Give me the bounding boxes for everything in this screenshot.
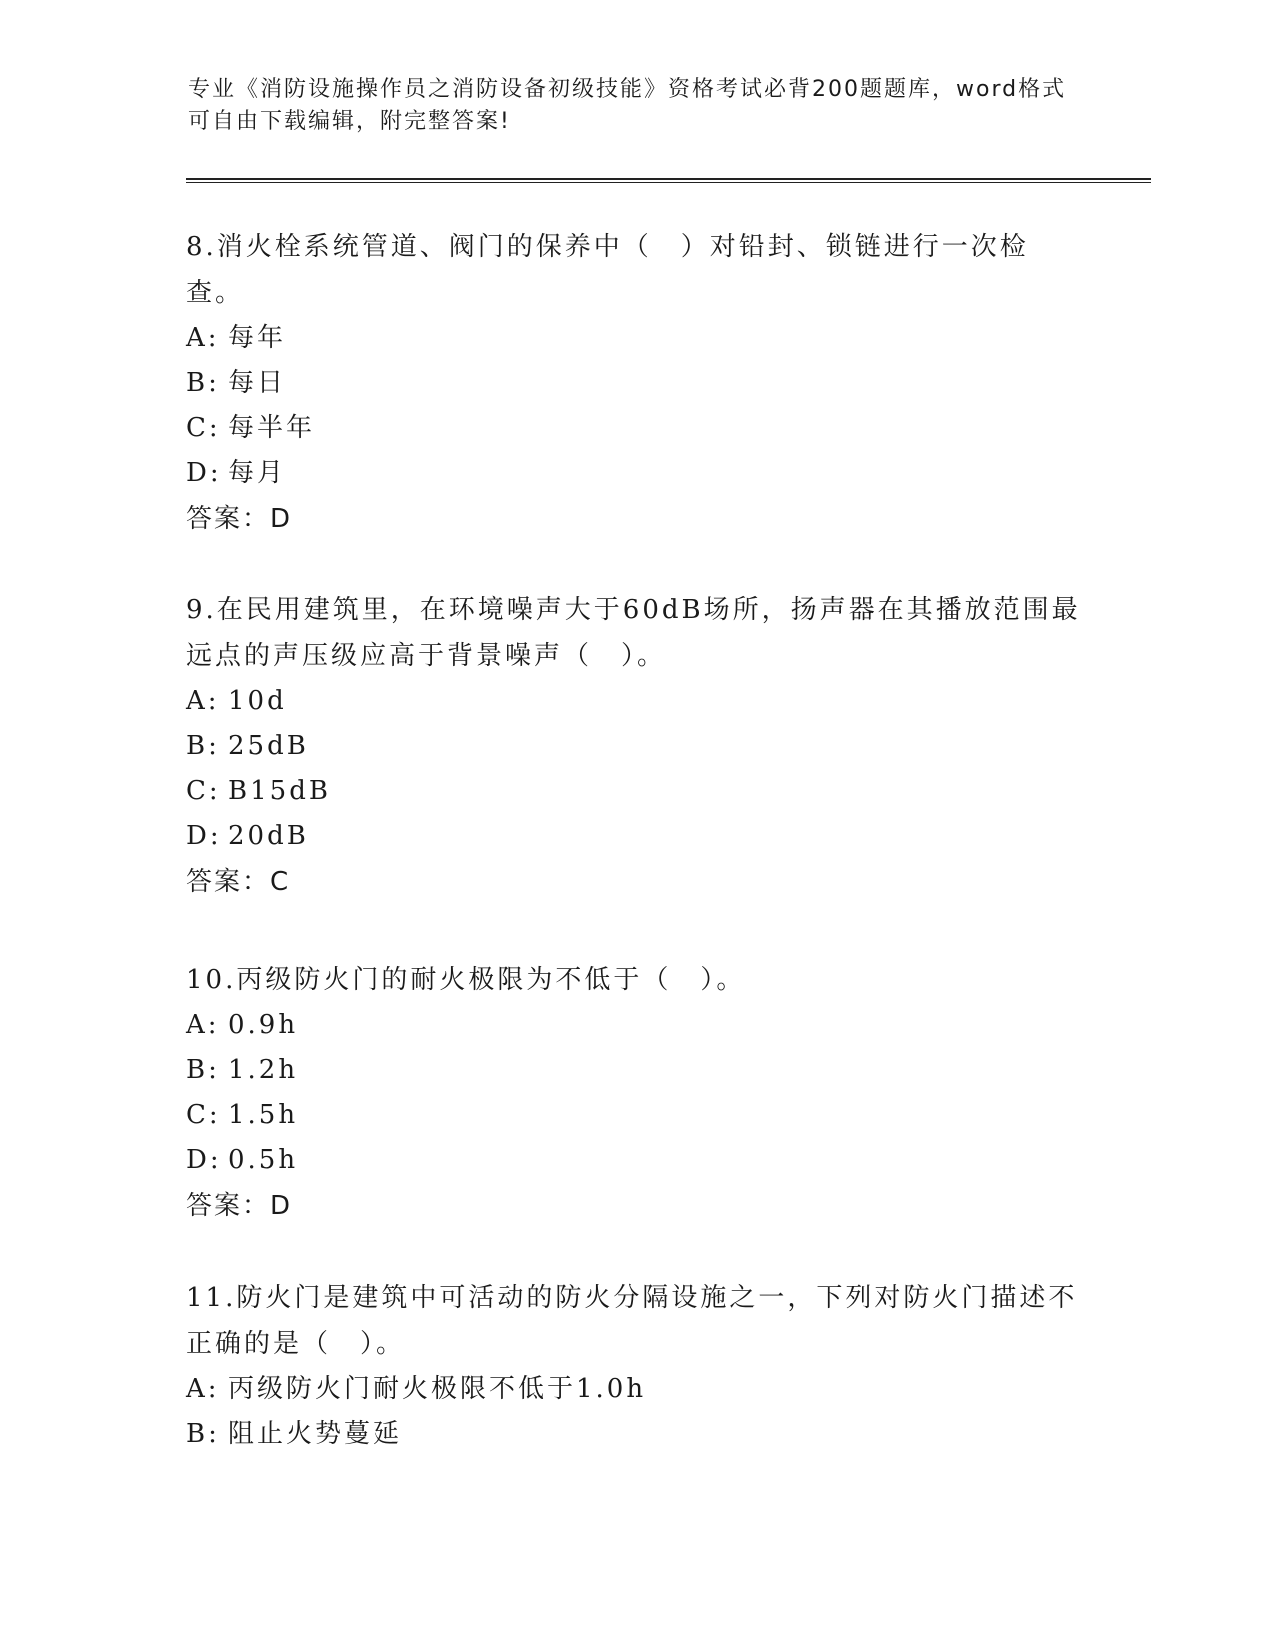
option-key: A: [186,323,220,353]
option-b [186,724,1086,769]
option-text: 每年 [228,323,287,353]
option-text: 10d [228,686,287,716]
option-text: 0.9h [228,1010,299,1040]
option-key: C: [186,1100,221,1130]
option-a [186,316,1086,361]
question-stem: 9.在民用建筑里，在环境噪声大于60dB场所，扬声器在其播放范围最远点的声压级应高于背景噪声（ ）。 [186,595,1081,671]
option-text: B15dB [228,776,331,806]
option-a [186,1367,1086,1412]
option-key: B: [186,1419,220,1449]
option-a [186,1003,1086,1048]
question-11 [186,1275,1086,1457]
option-text: 每月 [228,458,287,488]
option-b [186,361,1086,406]
option-d [186,451,1086,496]
question-10 [186,957,1086,1229]
question-9 [186,587,1086,905]
option-a [186,679,1086,724]
option-text: 1.5h [228,1100,299,1130]
option-key: D: [186,1145,222,1175]
option-text: 0.5h [228,1145,299,1175]
answer: 答案：C [186,867,291,897]
option-text: 25dB [228,731,309,761]
option-c [186,406,1086,451]
option-key: C: [186,413,221,443]
option-c [186,769,1086,814]
option-key: A: [186,1374,220,1404]
option-key: B: [186,368,220,398]
header-divider [186,178,1151,180]
answer: 答案：D [186,1191,293,1221]
option-c [186,1093,1086,1138]
option-key: C: [186,776,221,806]
option-key: A: [186,1010,220,1040]
option-key: B: [186,1055,220,1085]
question-stem: 10.丙级防火门的耐火极限为不低于（ ）。 [186,965,746,995]
option-text: 1.2h [228,1055,299,1085]
question-8 [186,224,1086,542]
option-b [186,1412,1086,1457]
option-text: 每日 [228,368,287,398]
header-divider-thin [186,182,1151,183]
answer: 答案：D [186,504,293,534]
option-key: D: [186,458,222,488]
question-stem: 8.消火栓系统管道、阀门的保养中（ ）对铅封、锁链进行一次检查。 [186,232,1029,308]
option-b [186,1048,1086,1093]
option-key: B: [186,731,220,761]
option-text: 丙级防火门耐火极限不低于1.0h [228,1374,647,1404]
document-header: 专业《消防设施操作员之消防设备初级技能》资格考试必背200题题库，word格式可自由下载编辑，附完整答案! [188,77,1067,134]
option-d [186,814,1086,859]
option-text: 阻止火势蔓延 [228,1419,403,1449]
option-key: D: [186,821,222,851]
question-stem: 11.防火门是建筑中可活动的防火分隔设施之一，下列对防火门描述不正确的是（ ）。 [186,1283,1078,1359]
option-text: 每半年 [228,413,316,443]
option-d [186,1138,1086,1183]
option-text: 20dB [228,821,309,851]
option-key: A: [186,686,220,716]
